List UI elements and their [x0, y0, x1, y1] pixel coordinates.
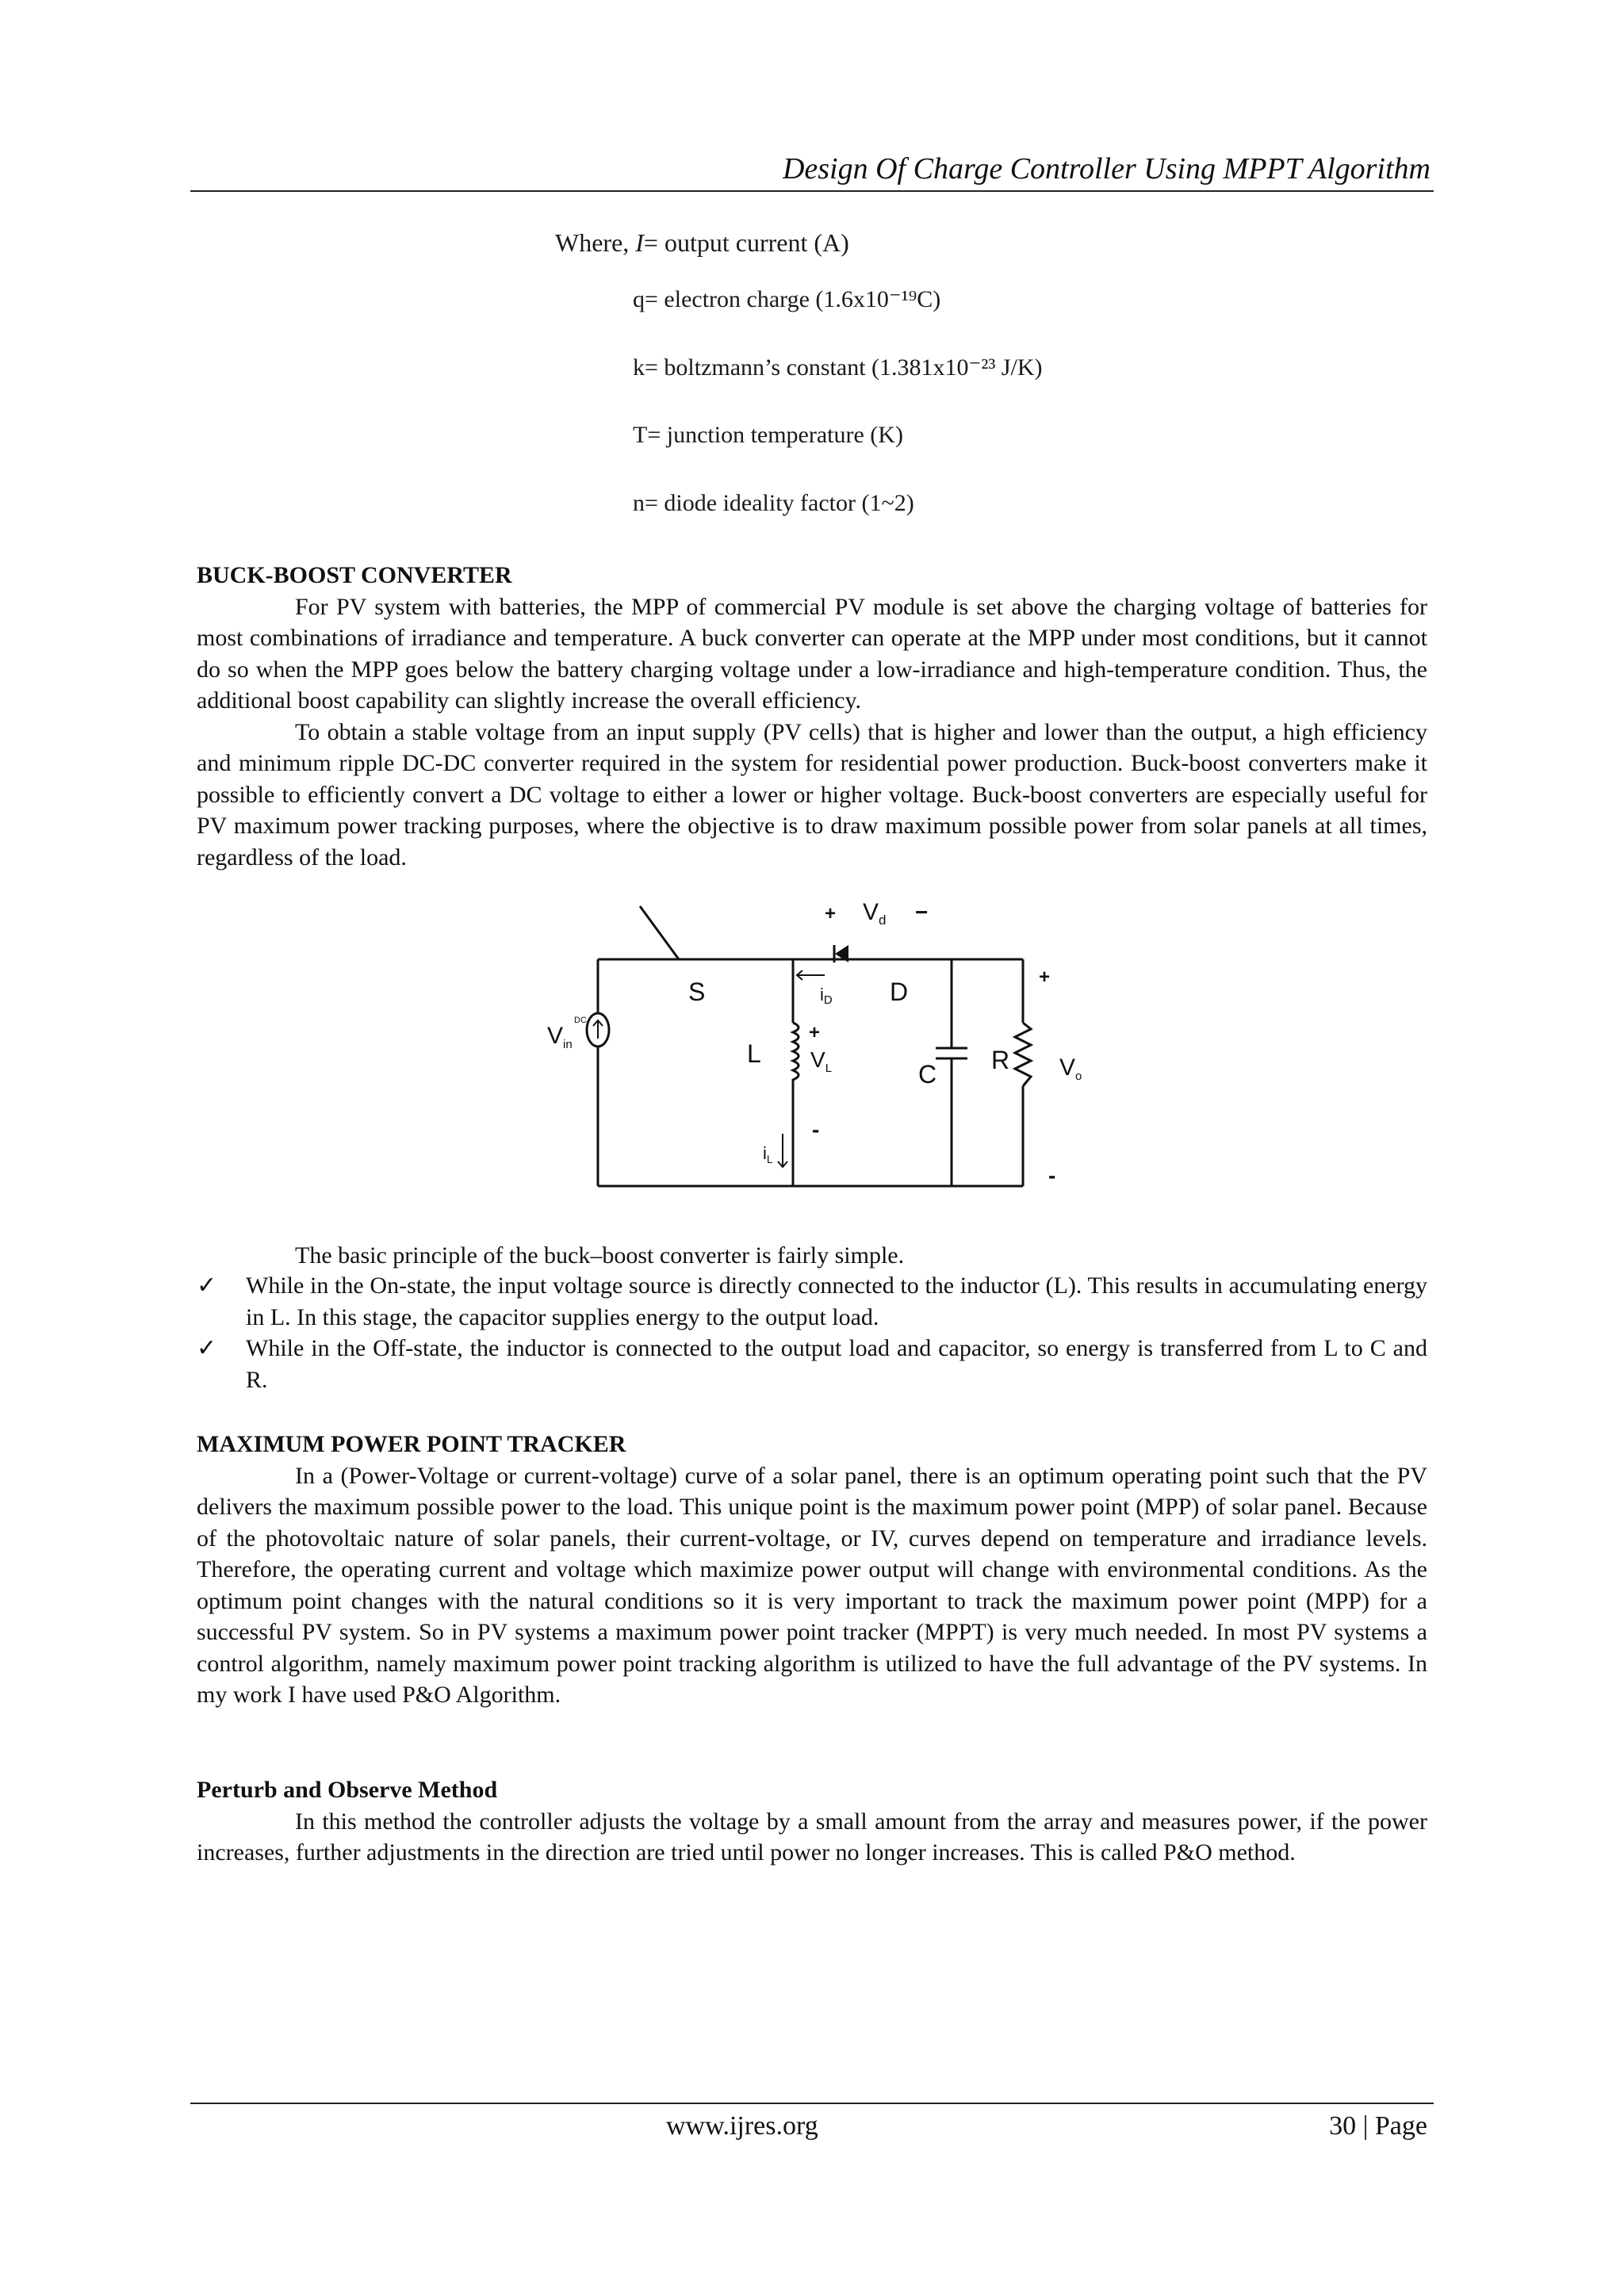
id-current-arrow [797, 970, 825, 980]
capacitor-label: C [918, 1060, 937, 1089]
vin-label: $V_{in}$ [547, 1023, 573, 1051]
def-junction-temperature: T= junction temperature (K) [633, 422, 903, 448]
list-item [197, 1270, 1427, 1333]
principle-bullet-list [197, 1270, 1427, 1395]
heading-perturb-observe: Perturb and Observe Method [197, 1777, 498, 1803]
resistor-symbol [1015, 1023, 1031, 1086]
where-prefix: Where, [555, 228, 636, 257]
header-rule [190, 190, 1434, 192]
vo-plus-label: + [1039, 966, 1051, 988]
heading-mppt: MAXIMUM POWER POINT TRACKER [197, 1431, 626, 1457]
il-label: $i_L$ [763, 1143, 773, 1165]
il-current-arrow [778, 1134, 787, 1167]
paragraph: In a (Power-Voltage or current-voltage) curve of a solar panel, there is an optimum operating point such that the PV delivers the maximum possible power to the load. This unique point is the maximum power point (MPP) of solar panel. Because of the photovoltaic nature of solar panels, their current-voltage, or IV, curves depend on temperature and irradiance levels. Therefore, the operating current and voltage which maximize power output will change with environmental conditions. As the optimum point changes with the natural conditions so it is very important to track the maximum power point (MPP) for a successful PV system. So in PV systems a maximum power point tracker (MPPT) is very much needed. In most PV systems a control algorithm, namely maximum power point tracking algorithm is utilized to have the full advantage of the PV systems. In my work I have used P&O Algorithm. [197, 1462, 1427, 1708]
resistor-label: R [991, 1046, 1010, 1074]
capacitor-symbol [936, 1048, 967, 1058]
section-buck-boost [197, 560, 1427, 873]
checkmark-icon: ✓ [197, 1272, 217, 1299]
bullet-text: While in the Off-state, the inductor is connected to the output load and capacitor, so energy is transferred from L to C and R. [246, 1335, 1427, 1393]
diode-label: D [890, 978, 909, 1006]
buck-boost-circuit-diagram [523, 896, 1094, 1197]
dc-source-symbol [587, 1013, 609, 1047]
running-header: Design Of Charge Controller Using MPPT Algorithm [782, 152, 1431, 186]
vl-minus-label: - [812, 1117, 820, 1142]
footer-rule [190, 2103, 1434, 2104]
vo-minus-label: - [1048, 1163, 1056, 1188]
footer-page-number: 30 | Page [1329, 2111, 1427, 2141]
section-perturb-observe [197, 1774, 1427, 1869]
paragraph: For PV system with batteries, the MPP of commercial PV module is set above the charging voltage of batteries for most combinations of irradiance and temperature. A buck converter can operate at the MPP under most conditions, but it cannot do so when the MPP goes below the battery charging voltage under a low-irradiance and high-temperature condition. Thus, the additional boost capability can slightly increase the overall efficiency. [197, 593, 1427, 714]
inductor-label: L [747, 1039, 761, 1068]
dc-label: DC [574, 1016, 587, 1025]
heading-buck-boost: BUCK-BOOST CONVERTER [197, 562, 512, 588]
circuit-wires [598, 906, 1023, 1186]
principle-intro: The basic principle of the buck–boost converter is fairly simple. [295, 1242, 905, 1269]
vo-label: $V_o$ [1059, 1054, 1082, 1083]
vd-plus-label: + [825, 903, 837, 924]
vd-label: $V_d$ [863, 899, 887, 928]
inductor-symbol [793, 1023, 799, 1086]
vl-label: $V_L$ [810, 1047, 833, 1075]
vl-plus-label: + [809, 1022, 821, 1043]
where-variable: I [635, 228, 644, 257]
vd-minus-label: − [915, 900, 929, 924]
paragraph: To obtain a stable voltage from an input supply (PV cells) that is higher and lower than the output, a high efficiency and minimum ripple DC-DC converter required in the system for residential power production. Buck-boost converters make it possible to efficiently convert a DC voltage to either a lower or higher voltage. Buck-boost converters are especially useful for PV maximum power tracking purposes, where the objective is to draw maximum possible power from solar panels at all times, regardless of the load. [197, 718, 1427, 871]
bullet-text: While in the On-state, the input voltage source is directly connected to the inductor (L). This results in accumulating energy in L. In this stage, the capacitor supplies energy to the output load. [246, 1272, 1427, 1330]
section-mppt [197, 1429, 1427, 1711]
def-electron-charge: q= electron charge (1.6x10⁻¹⁹C) [633, 286, 941, 312]
where-rest: = output current (A) [643, 228, 849, 257]
list-item [197, 1333, 1427, 1395]
switch-label: S [688, 978, 706, 1006]
id-label: iD [820, 985, 833, 1007]
def-boltzmann-constant: k= boltzmann’s constant (1.381x10⁻²³ J/K) [633, 354, 1043, 381]
footer-website: www.ijres.org [666, 2111, 818, 2141]
where-line [555, 228, 849, 258]
paragraph: In this method the controller adjusts the voltage by a small amount from the array and measures power, if the power increases, further adjustments in the direction are tried until power no longer increases. This is called P&O method. [197, 1808, 1427, 1866]
def-ideality-factor: n= diode ideality factor (1~2) [633, 490, 914, 516]
checkmark-icon: ✓ [197, 1334, 217, 1362]
